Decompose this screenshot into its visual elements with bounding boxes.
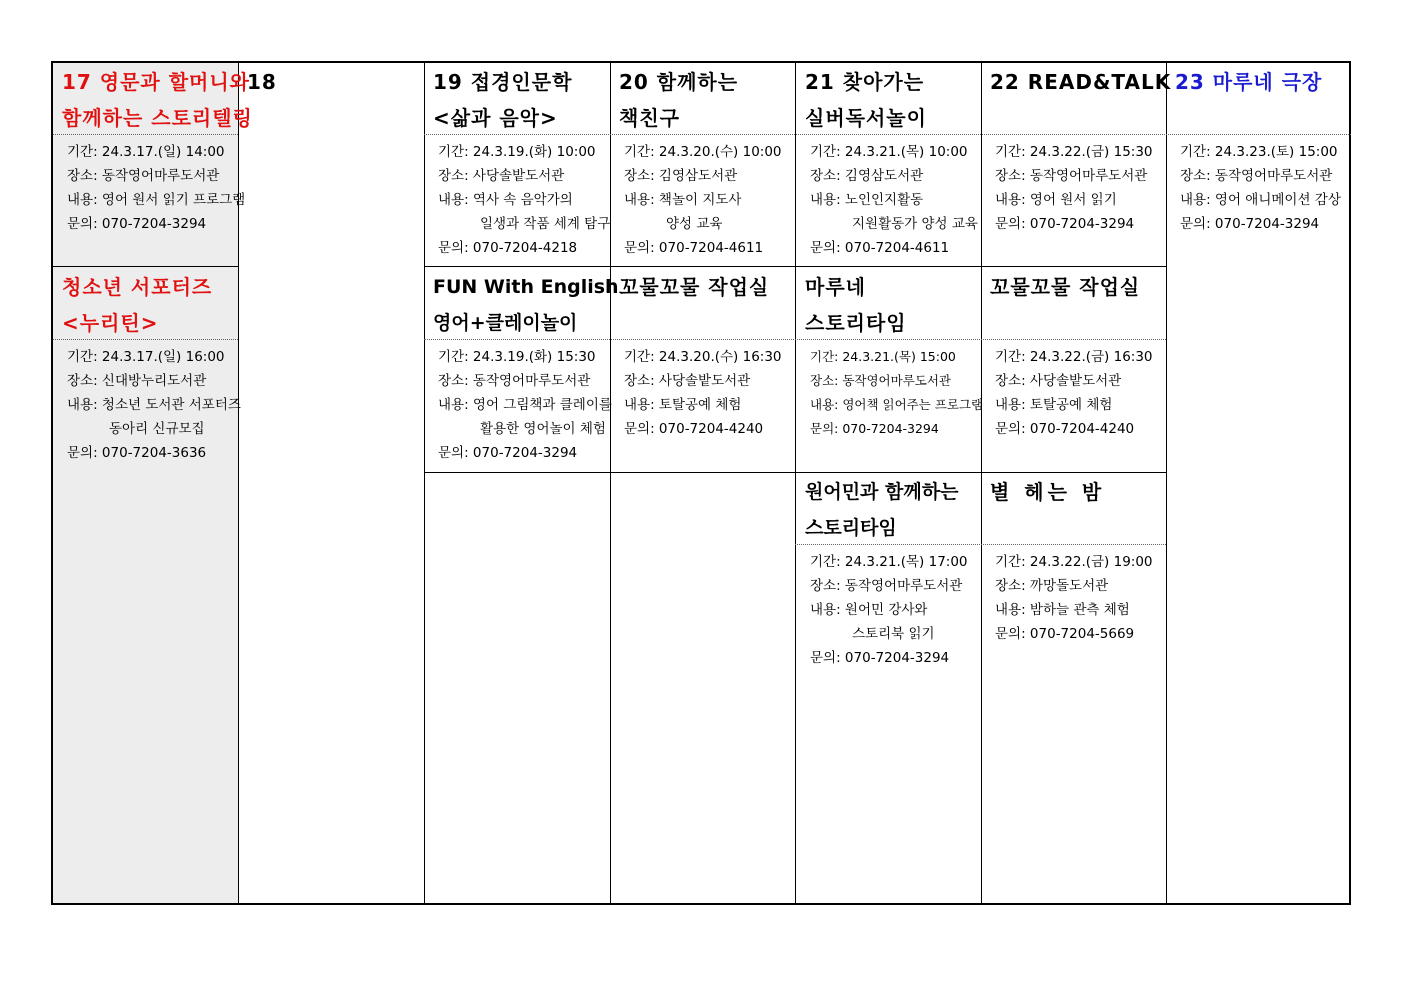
event-title: 꼬물꼬물 작업실 (990, 275, 1141, 299)
event-details: 기간: 24.3.22.(금) 15:30 장소: 동작영어마루도서관 내용: 영어 원서 읽기 문의: 070-7204-3294 (995, 144, 1153, 232)
event-title: 20 함께하는 책친구 (619, 70, 739, 130)
event-details: 기간: 24.3.17.(일) 16:00 장소: 신대방누리도서관 내용: 청소년 도서관 서포터즈 동아리 신규모집 문의: 070-7204-3636 (67, 349, 241, 461)
event-title: 19 접경인문학 <삶과 음악> (433, 70, 573, 130)
day-number: 18 (247, 70, 277, 94)
event-details: 기간: 24.3.17.(일) 14:00 장소: 동작영어마루도서관 내용: 영어 원서 읽기 프로그램 문의: 070-7204-3294 (67, 144, 246, 232)
event-title: 원어민과 함께하는 스토리타임 (805, 481, 959, 539)
event-details: 기간: 24.3.22.(금) 16:30 장소: 사당솔밭도서관 내용: 토탈공예 체험 문의: 070-7204-4240 (995, 349, 1153, 437)
divider (424, 266, 1166, 267)
event-title: 21 찾아가는 실버독서놀이 (805, 70, 927, 130)
weekly-event-calendar (51, 61, 1351, 905)
event-title: 23 마루네 극장 (1175, 70, 1323, 94)
event-details: 기간: 24.3.20.(수) 10:00 장소: 김영삼도서관 내용: 책놀이 지도사 양성 교육 문의: 070-7204-4611 (624, 144, 782, 256)
event-title: 별 헤는 밤 (990, 480, 1106, 504)
event-details: 기간: 24.3.21.(목) 10:00 장소: 김영삼도서관 내용: 노인인지활동 지원활동가 양성 교육 문의: 070-7204-4611 (810, 144, 978, 256)
divider (424, 472, 1166, 473)
event-details: 기간: 24.3.19.(화) 15:30 장소: 동작영어마루도서관 내용: 영어 그림책과 클레이를 활용한 영어놀이 체험 문의: 070-7204-3294 (438, 349, 612, 461)
divider (53, 266, 238, 267)
day-column-18 (238, 63, 425, 903)
event-details: 기간: 24.3.21.(목) 17:00 장소: 동작영어마루도서관 내용: 원어민 강사와 스토리북 읽기 문의: 070-7204-3294 (810, 554, 968, 666)
event-title: 꼬물꼬물 작업실 (619, 275, 770, 299)
event-title: 22 READ&TALK (990, 70, 1172, 94)
event-details: 기간: 24.3.19.(화) 10:00 장소: 사당솔밭도서관 내용: 역사 속 음악가의 일생과 작품 세계 탐구 문의: 070-7204-4218 (438, 144, 611, 256)
event-details: 기간: 24.3.22.(금) 19:00 장소: 까망돌도서관 내용: 밤하늘 관측 체험 문의: 070-7204-5669 (995, 554, 1153, 642)
event-title: 17 영문과 할머니와 함께하는 스토리텔링 (62, 70, 253, 130)
event-details: 기간: 24.3.21.(목) 15:00 장소: 동작영어마루도서관 내용: 영어책 읽어주는 프로그램 문의: 070-7204-3294 (810, 349, 984, 436)
event-details: 기간: 24.3.23.(토) 15:00 장소: 동작영어마루도서관 내용: 영어 애니메이션 감상 문의: 070-7204-3294 (1180, 144, 1341, 232)
event-title: 마루네 스토리타임 (805, 275, 907, 335)
event-title: FUN With English 영어+클레이놀이 (433, 276, 619, 334)
event-details: 기간: 24.3.20.(수) 16:30 장소: 사당솔밭도서관 내용: 토탈공예 체험 문의: 070-7204-4240 (624, 349, 782, 437)
event-title: 청소년 서포터즈 <누리틴> (62, 275, 213, 335)
